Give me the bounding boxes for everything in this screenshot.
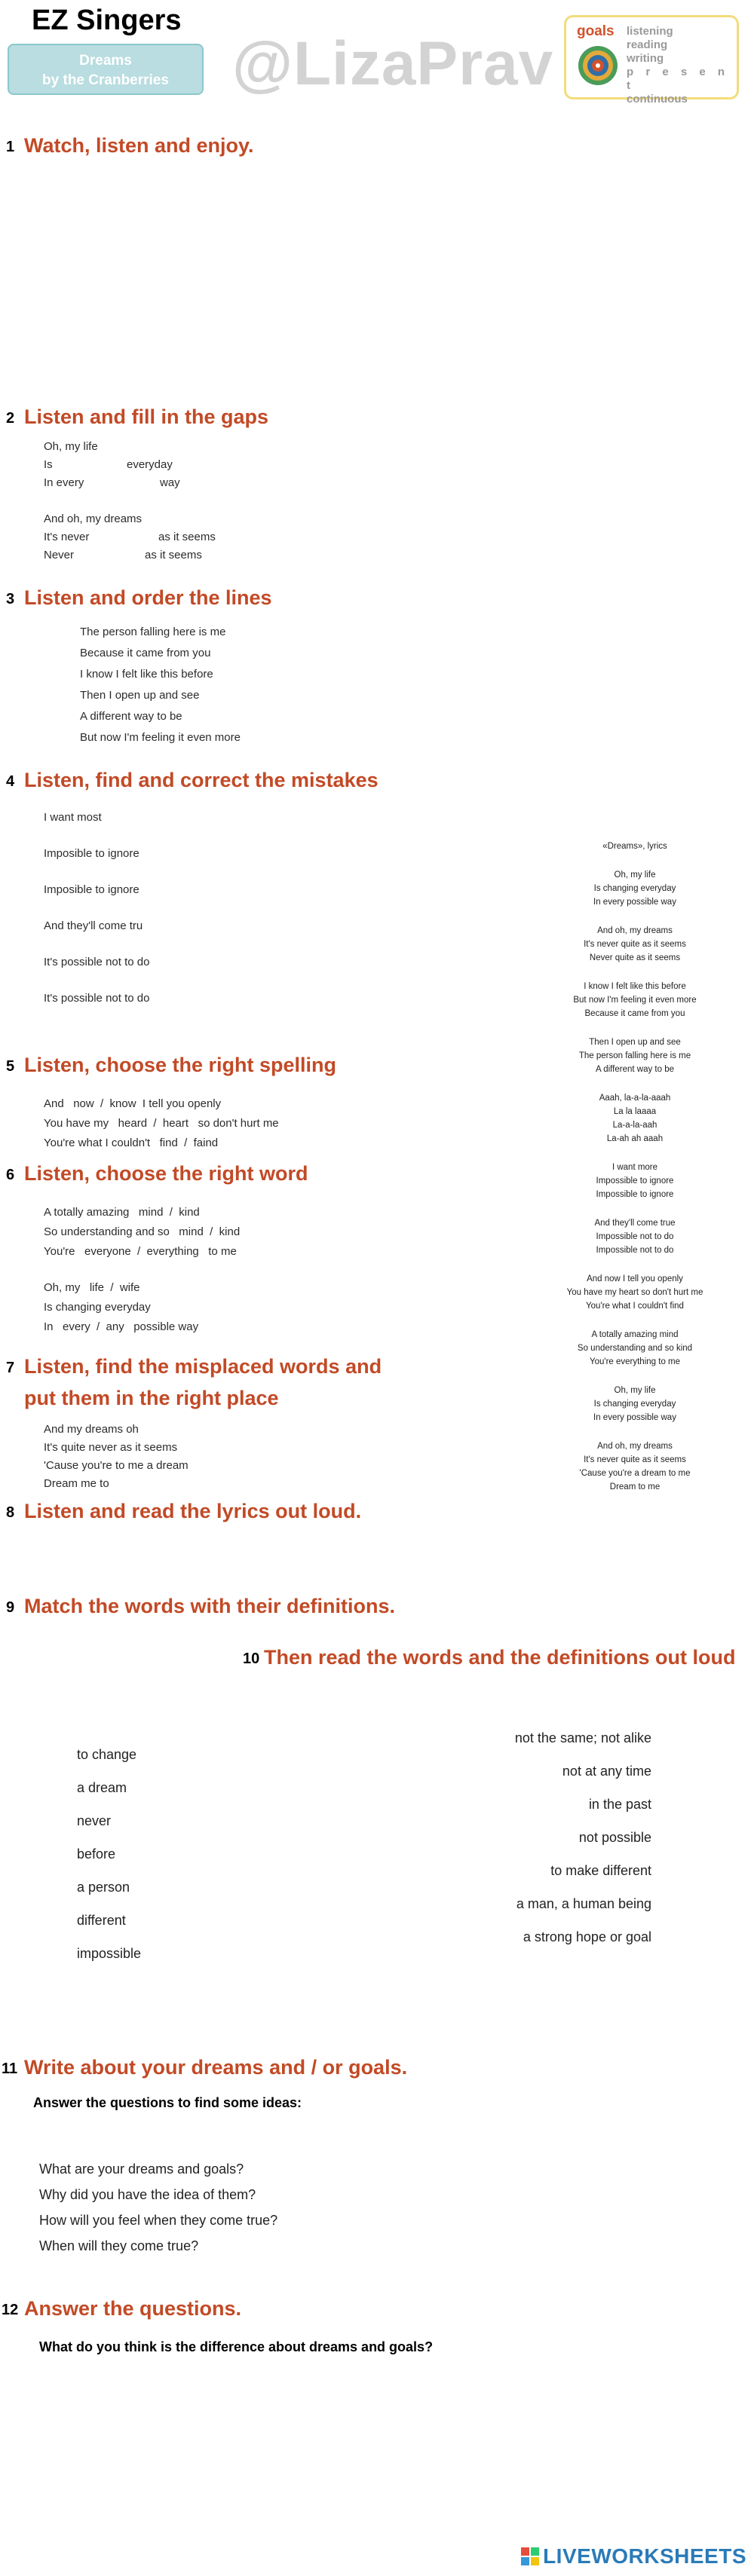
lyric-line: You're what I couldn't find — [586, 1302, 684, 1311]
author-watermark: @LizaPrav — [232, 29, 554, 98]
task-title: Listen and read the lyrics out loud. — [24, 1500, 362, 1522]
choice-line[interactable]: Oh, my life / wife — [44, 1281, 140, 1294]
task-number: 6 — [6, 1167, 15, 1183]
lyric-line: Oh, my life — [614, 1386, 656, 1395]
order-line[interactable]: Because it came from you — [80, 647, 211, 659]
gap-line: It's never — [44, 531, 90, 543]
match-definition[interactable]: not at any time — [562, 1764, 651, 1779]
misplaced-line[interactable]: And my dreams oh — [44, 1423, 139, 1436]
target-icon — [577, 44, 619, 87]
match-word[interactable]: never — [77, 1813, 112, 1828]
writing-question: When will they come true? — [39, 2238, 199, 2253]
task-title: Listen, choose the right spelling — [24, 1054, 337, 1076]
task-title-line2: put them in the right place — [24, 1387, 279, 1409]
skill-listening: listening — [627, 25, 673, 38]
lyric-line: It's never quite as it seems — [584, 1455, 686, 1464]
order-line[interactable]: I know I felt like this before — [80, 668, 213, 681]
skill-reading: reading — [627, 38, 668, 51]
liveworksheets-brand: LIVEWORKSHEETS — [543, 2544, 746, 2568]
match-definition[interactable]: in the past — [588, 1797, 651, 1812]
goals-panel — [564, 15, 739, 106]
final-question: What do you think is the difference about dreams and goals? — [39, 2339, 434, 2354]
lyric-line: Is changing everyday — [593, 1400, 676, 1409]
match-definition[interactable]: to make different — [550, 1863, 651, 1878]
choice-line[interactable]: In every / any possible way — [44, 1320, 199, 1333]
gap-line-end: way — [160, 476, 180, 489]
match-word[interactable]: to change — [77, 1747, 137, 1762]
match-word[interactable]: a person — [77, 1880, 130, 1895]
match-word[interactable]: a dream — [77, 1780, 127, 1795]
song-artist: by the Cranberries — [42, 72, 169, 88]
choice-line[interactable]: So understanding and so mind / kind — [44, 1225, 241, 1238]
task-title: Listen, choose the right word — [24, 1162, 308, 1185]
lyric-line: But now I'm feeling it even more — [573, 996, 697, 1005]
gap-line: And oh, my dreams — [44, 512, 143, 525]
lyric-line: Impossible to ignore — [596, 1176, 674, 1186]
task-title: Then read the words and the definitions out loud — [264, 1646, 736, 1669]
gap-line: Is — [44, 458, 53, 471]
writing-question: How will you feel when they come true? — [39, 2213, 278, 2228]
task-title: Answer the questions. — [24, 2297, 242, 2320]
lyric-line: And they'll come true — [594, 1219, 676, 1228]
task-number: 5 — [6, 1058, 15, 1075]
song-name: Dreams — [79, 53, 132, 69]
task-number: 3 — [6, 591, 15, 607]
lyric-line: Impossible to ignore — [596, 1190, 674, 1199]
writing-prompt: Answer the questions to find some ideas: — [33, 2095, 302, 2110]
lyrics-column — [514, 840, 754, 1494]
lyric-line: 'Cause you're a dream to me — [579, 1469, 691, 1478]
order-line[interactable]: But now I'm feeling it even more — [80, 731, 241, 744]
lyric-line: Never quite as it seems — [589, 953, 681, 962]
spelling-line[interactable]: You have my heard / heart so don't hurt me — [44, 1117, 279, 1130]
mistake-line[interactable]: Imposible to ignore — [44, 883, 139, 896]
gap-line: Oh, my life — [44, 440, 98, 453]
task-number: 11 — [2, 2060, 18, 2077]
lyric-line: Aaah, la-a-la-aaah — [599, 1094, 671, 1103]
task-number: 2 — [6, 410, 15, 427]
skill-present: p r e s e n t — [627, 66, 730, 92]
match-word[interactable]: different — [77, 1913, 126, 1928]
lyric-line: Impossible not to do — [596, 1232, 674, 1241]
lyric-line: You're everything to me — [589, 1357, 681, 1366]
task-title: Match the words with their definitions. — [24, 1595, 396, 1617]
lyric-line: So understanding and so kind — [577, 1344, 693, 1353]
choice-line: Is changing everyday — [44, 1301, 151, 1314]
match-word[interactable]: impossible — [77, 1946, 142, 1961]
spelling-line[interactable]: And now / know I tell you openly — [44, 1097, 222, 1110]
task-number: 8 — [6, 1504, 15, 1521]
match-definition[interactable]: not the same; not alike — [514, 1730, 651, 1745]
lyric-line: A totally amazing mind — [591, 1330, 679, 1339]
lyric-line: In every possible way — [593, 1413, 676, 1422]
skill-writing: writing — [627, 52, 664, 65]
order-line[interactable]: Then I open up and see — [80, 689, 200, 702]
choice-line[interactable]: A totally amazing mind / kind — [44, 1206, 200, 1219]
lyric-line: Oh, my life — [614, 870, 656, 880]
writing-question: Why did you have the idea of them? — [39, 2187, 256, 2202]
lyrics-heading: «Dreams», lyrics — [602, 842, 667, 851]
order-line[interactable]: A different way to be — [80, 710, 182, 723]
gap-line-end: as it seems — [145, 549, 202, 561]
song-title-badge — [8, 44, 204, 95]
mistake-line[interactable]: I want most — [44, 811, 102, 824]
gap-line-end: everyday — [127, 458, 173, 471]
gap-line-end: as it seems — [158, 531, 216, 543]
lyric-line: Dream to me — [609, 1482, 661, 1491]
spelling-line[interactable]: You're what I couldn't find / faind — [44, 1137, 219, 1149]
mistake-line[interactable]: Imposible to ignore — [44, 847, 139, 860]
lyric-line: And now I tell you openly — [587, 1274, 683, 1283]
match-definition[interactable]: a strong hope or goal — [523, 1929, 651, 1944]
order-line[interactable]: The person falling here is me — [80, 626, 226, 638]
lyric-line: Then I open up and see — [589, 1038, 681, 1047]
lyric-line: And oh, my dreams — [597, 926, 673, 935]
mistake-line[interactable]: It's possible not to do — [44, 992, 150, 1005]
lyric-line: And oh, my dreams — [597, 1442, 673, 1451]
skills-list — [627, 25, 737, 106]
liveworksheets-icon — [520, 2547, 540, 2566]
lyric-line: You have my heart so don't hurt me — [566, 1288, 703, 1297]
lyric-line: It's never quite as it seems — [584, 940, 686, 949]
task-title: Listen, find and correct the mistakes — [24, 769, 379, 791]
match-word[interactable]: before — [77, 1846, 116, 1862]
lyric-line: Is changing everyday — [593, 884, 676, 893]
skill-continuous: continuous — [627, 93, 688, 106]
task-title: Write about your dreams and / or goals. — [24, 2056, 408, 2079]
task-title: Listen and order the lines — [24, 586, 272, 609]
task-number: 1 — [6, 139, 15, 155]
task-number: 10 — [243, 1651, 260, 1667]
match-definition[interactable]: not possible — [578, 1830, 651, 1845]
task-title: Watch, listen and enjoy. — [24, 134, 254, 157]
lyric-line: La-a-la-aah — [612, 1121, 657, 1130]
gap-line: In every — [44, 476, 84, 489]
lyric-line: I want more — [611, 1163, 658, 1172]
task-number: 9 — [6, 1599, 15, 1616]
lyric-line: A different way to be — [596, 1065, 674, 1074]
task-number: 4 — [6, 773, 15, 790]
lyric-line: In every possible way — [593, 898, 676, 907]
lyric-line: La la laaaa — [613, 1107, 657, 1116]
misplaced-line[interactable]: Dream me to — [44, 1477, 109, 1490]
misplaced-line[interactable]: 'Cause you're to me a dream — [44, 1459, 188, 1472]
mistake-line[interactable]: It's possible not to do — [44, 956, 150, 968]
gap-line: Never — [44, 549, 75, 561]
writing-question: What are your dreams and goals? — [39, 2161, 244, 2177]
task-number: 12 — [2, 2302, 19, 2318]
choice-line[interactable]: You're everyone / everything to me — [44, 1245, 237, 1258]
lyric-line: Impossible not to do — [596, 1246, 674, 1255]
task-title: Listen and fill in the gaps — [24, 405, 269, 428]
task-number: 7 — [6, 1360, 15, 1376]
liveworksheets-logo — [520, 2544, 746, 2568]
misplaced-line[interactable]: It's quite never as it seems — [44, 1441, 178, 1454]
match-definition[interactable]: a man, a human being — [516, 1896, 651, 1911]
goals-label: goals — [577, 23, 615, 39]
task-title-line1: Listen, find the misplaced words and — [24, 1355, 382, 1378]
lyric-line: Because it came from you — [584, 1009, 685, 1018]
mistake-line[interactable]: And they'll come tru — [44, 919, 143, 932]
worksheet-title: EZ Singers — [32, 5, 182, 36]
lyric-line: I know I felt like this before — [584, 982, 686, 991]
lyric-line: The person falling here is me — [578, 1051, 691, 1060]
lyric-line: La-ah ah aaah — [606, 1134, 664, 1143]
